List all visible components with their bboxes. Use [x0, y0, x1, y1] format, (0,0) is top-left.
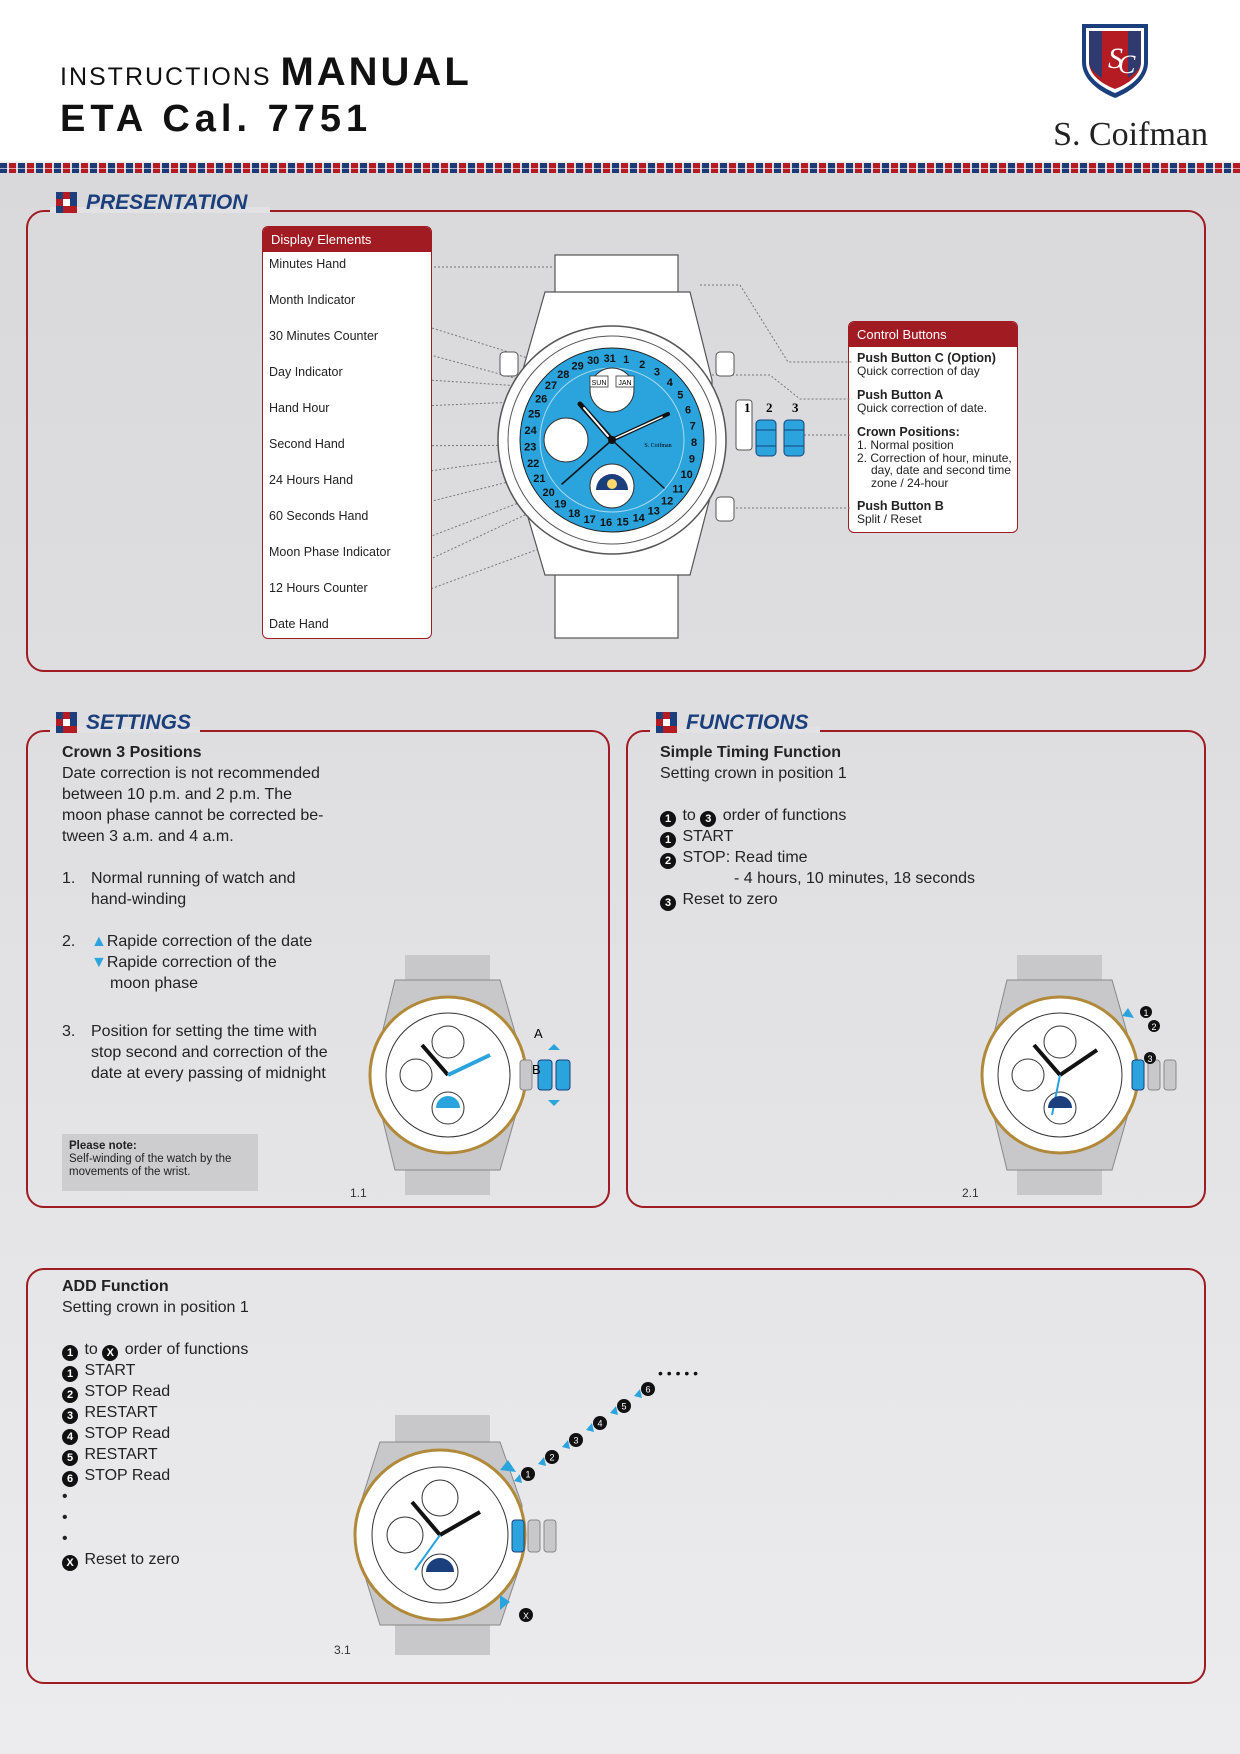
month-window: JAN [618, 380, 632, 387]
date-ring-number: 6 [685, 404, 692, 417]
header-prefix: INSTRUCTIONS [60, 63, 272, 91]
date-ring-number: 30 [587, 355, 600, 368]
svg-text:2: 2 [1151, 1022, 1157, 1032]
display-element-item: 30 Minutes Counter [269, 329, 379, 343]
date-ring-number: 26 [535, 393, 548, 406]
svg-text:1: 1 [1143, 1008, 1149, 1018]
settings-watch-diagram [360, 950, 580, 1200]
step3-number: 3. [62, 1023, 76, 1040]
date-ring-number: 9 [688, 453, 695, 466]
add-step-item: 2 STOP Read [62, 1381, 170, 1403]
arrow-up-icon: ▲ [91, 933, 107, 950]
figure-2-1: 2.1 [962, 1186, 979, 1200]
date-ring-number: 28 [557, 369, 570, 381]
sequence-arrow-icon [586, 1423, 594, 1432]
button-b-label: B [532, 1062, 541, 1077]
svg-text:C: C [1118, 50, 1136, 79]
display-element-item: Moon Phase Indicator [269, 545, 391, 559]
push-button-b-desc: Push Button B Split / Reset [857, 499, 944, 527]
dial-brand: S. Coifman [644, 443, 672, 449]
add-crown: Setting crown in position 1 [62, 1299, 249, 1316]
please-note-box: Please note: Self-winding of the watch by the movements of the wrist. [62, 1134, 258, 1191]
date-ring-number: 12 [660, 495, 674, 508]
display-element-item: Second Hand [269, 437, 345, 451]
display-element-item: 24 Hours Hand [269, 473, 354, 487]
sequence-number: 6 [645, 1384, 651, 1395]
functions-order: 1 to 3 order of functions [660, 805, 846, 827]
add-step-item: 6 STOP Read [62, 1465, 170, 1487]
display-element-item: Date Hand [269, 617, 329, 631]
button-a-label: A [534, 1026, 543, 1041]
date-ring-number: 14 [632, 512, 645, 525]
date-ring-number: 7 [689, 420, 696, 433]
display-element-item: Month Indicator [269, 293, 356, 307]
display-element-item: 60 Seconds Hand [269, 509, 369, 523]
add-title: ADD Function [62, 1278, 169, 1295]
step2-number: 2. [62, 933, 76, 950]
step-number-icon: 5 [62, 1450, 78, 1466]
crown-positions-desc: Crown Positions: 1. Normal position 2. Correction of hour, minute, day, date and second time zone / 24-hour [857, 425, 1012, 490]
step-number-icon: 1 [62, 1366, 78, 1382]
functions-stop-detail: - 4 hours, 10 minutes, 18 seconds [734, 870, 976, 887]
section-icon [56, 712, 78, 734]
display-element-item: 12 Hours Counter [269, 581, 368, 595]
date-ring-number: 8 [690, 436, 698, 449]
functions-reset: 3 Reset to zero [660, 889, 778, 911]
date-ring-number: 22 [527, 457, 540, 470]
date-ring-number: 1 [623, 354, 630, 367]
date-ring-number: 19 [554, 498, 567, 511]
display-element-item: Minutes Hand [269, 257, 347, 271]
functions-stop: 2 STOP: Read time [660, 847, 808, 869]
sequence-number: 3 [573, 1435, 579, 1446]
sequence-arrow-icon [538, 1457, 546, 1466]
settings-title: SETTINGS [56, 711, 191, 735]
sequence-number: 5 [621, 1401, 627, 1412]
push-button-c-desc: Push Button C (Option) Quick correction of day [857, 351, 996, 379]
step3-text: Position for setting the time with stop second and correction of the date at every passing of midnight [91, 1023, 328, 1082]
display-elements-title: Display Elements [263, 227, 431, 252]
push-button-a-desc: Push Button A Quick correction of date. [857, 388, 988, 416]
date-ring-number: 21 [533, 473, 546, 486]
header-main: MANUAL [280, 50, 472, 94]
add-step-item: 3 RESTART [62, 1402, 158, 1424]
functions-title: FUNCTIONS [656, 711, 809, 735]
section-icon [56, 192, 78, 214]
date-ring-number: 25 [528, 408, 541, 421]
date-ring-number: 24 [524, 424, 537, 437]
sequence-number: 4 [597, 1418, 603, 1429]
date-ring-number: 15 [616, 516, 629, 529]
step-number-icon: 3 [62, 1408, 78, 1424]
main-watch-diagram [432, 250, 852, 640]
presentation-title: PRESENTATION [56, 191, 247, 215]
functions-subtitle: Simple Timing Function [660, 744, 842, 761]
header-calibre: ETA Cal. 7751 [60, 98, 373, 140]
date-ring-number: 5 [677, 389, 684, 402]
date-ring-number: 16 [599, 516, 613, 529]
add-bullet: • [62, 1509, 68, 1526]
add-order: 1 to X order of functions [62, 1339, 248, 1361]
reset-x-marker: X [522, 1611, 530, 1621]
add-step-item: 4 STOP Read [62, 1423, 170, 1445]
add-reset: X Reset to zero [62, 1549, 180, 1571]
step1-text: Normal running of watch and hand-winding [91, 870, 296, 908]
display-elements-box [262, 226, 432, 639]
functions-start: 1 START [660, 826, 733, 848]
step-number-icon: 2 [62, 1387, 78, 1403]
date-ring-number: 18 [568, 507, 581, 520]
arrow-down-icon: ▼ [91, 954, 107, 971]
add-step-item: 1 START [62, 1360, 135, 1382]
sequence-number: 2 [549, 1452, 555, 1463]
display-element-item: Hand Hour [269, 401, 330, 415]
date-ring-number: 20 [542, 487, 555, 499]
figure-3-1: 3.1 [334, 1643, 351, 1657]
date-ring-number: 11 [672, 483, 685, 496]
add-step-item: 5 RESTART [62, 1444, 158, 1466]
date-ring-number: 27 [544, 380, 558, 393]
date-ring-number: 23 [524, 441, 537, 454]
sequence-arrow-icon [610, 1406, 618, 1415]
sequence-arrow-icon [514, 1474, 522, 1483]
control-buttons-title: Control Buttons [849, 322, 1017, 347]
header-line1 [60, 52, 472, 92]
settings-intro: Date correction is not recommended between 10 p.m. and 2 p.m. The moon phase cannot be corrected be- tween 3 a.m. and 4 a.m. [62, 765, 324, 845]
crown-label-3: 3 [792, 400, 799, 415]
settings-subtitle: Crown 3 Positions [62, 744, 202, 761]
svg-text:3: 3 [1147, 1054, 1153, 1064]
sequence-number: 1 [525, 1469, 531, 1480]
sequence-markers [514, 1382, 655, 1483]
brand-name: S. Coifman [1053, 116, 1208, 153]
display-element-item: Day Indicator [269, 365, 343, 379]
date-ring-number: 31 [603, 353, 616, 365]
date-ring-number: 10 [680, 469, 693, 481]
figure-1-1: 1.1 [350, 1186, 367, 1200]
date-ring-number: 4 [666, 376, 673, 389]
step-number-icon: 4 [62, 1429, 78, 1445]
step2-text: ▲Rapide correction of the date ▼Rapide correction of the moon phase [91, 933, 313, 992]
control-buttons-box [848, 321, 1018, 533]
sequence-arrow-icon [634, 1389, 642, 1398]
sequence-arrow-icon [562, 1440, 570, 1449]
step-number-icon: 6 [62, 1471, 78, 1487]
step1-number: 1. [62, 870, 76, 887]
day-window: SUN [591, 380, 607, 387]
decorative-stripe-overlay [0, 163, 1240, 173]
functions-crown: Setting crown in position 1 [660, 765, 847, 782]
add-bullet: • [62, 1488, 68, 1505]
svg-text:S: S [1108, 42, 1123, 75]
add-bullet: • [62, 1530, 68, 1547]
date-ring-number: 2 [639, 358, 646, 371]
section-icon [656, 712, 678, 734]
add-watch-diagram [340, 1370, 730, 1660]
crown-label-2: 2 [766, 400, 773, 415]
crown-label-1: 1 [744, 400, 751, 415]
functions-watch-diagram [972, 950, 1192, 1200]
crown-positions-diagram [756, 420, 804, 456]
date-ring-number: 17 [583, 513, 596, 526]
date-ring-number: 13 [647, 505, 660, 518]
svg-text:• • • • •: • • • • • [658, 1370, 699, 1381]
date-ring-number: 3 [653, 366, 660, 379]
date-ring-number: 29 [571, 360, 584, 373]
document-header [60, 52, 472, 138]
